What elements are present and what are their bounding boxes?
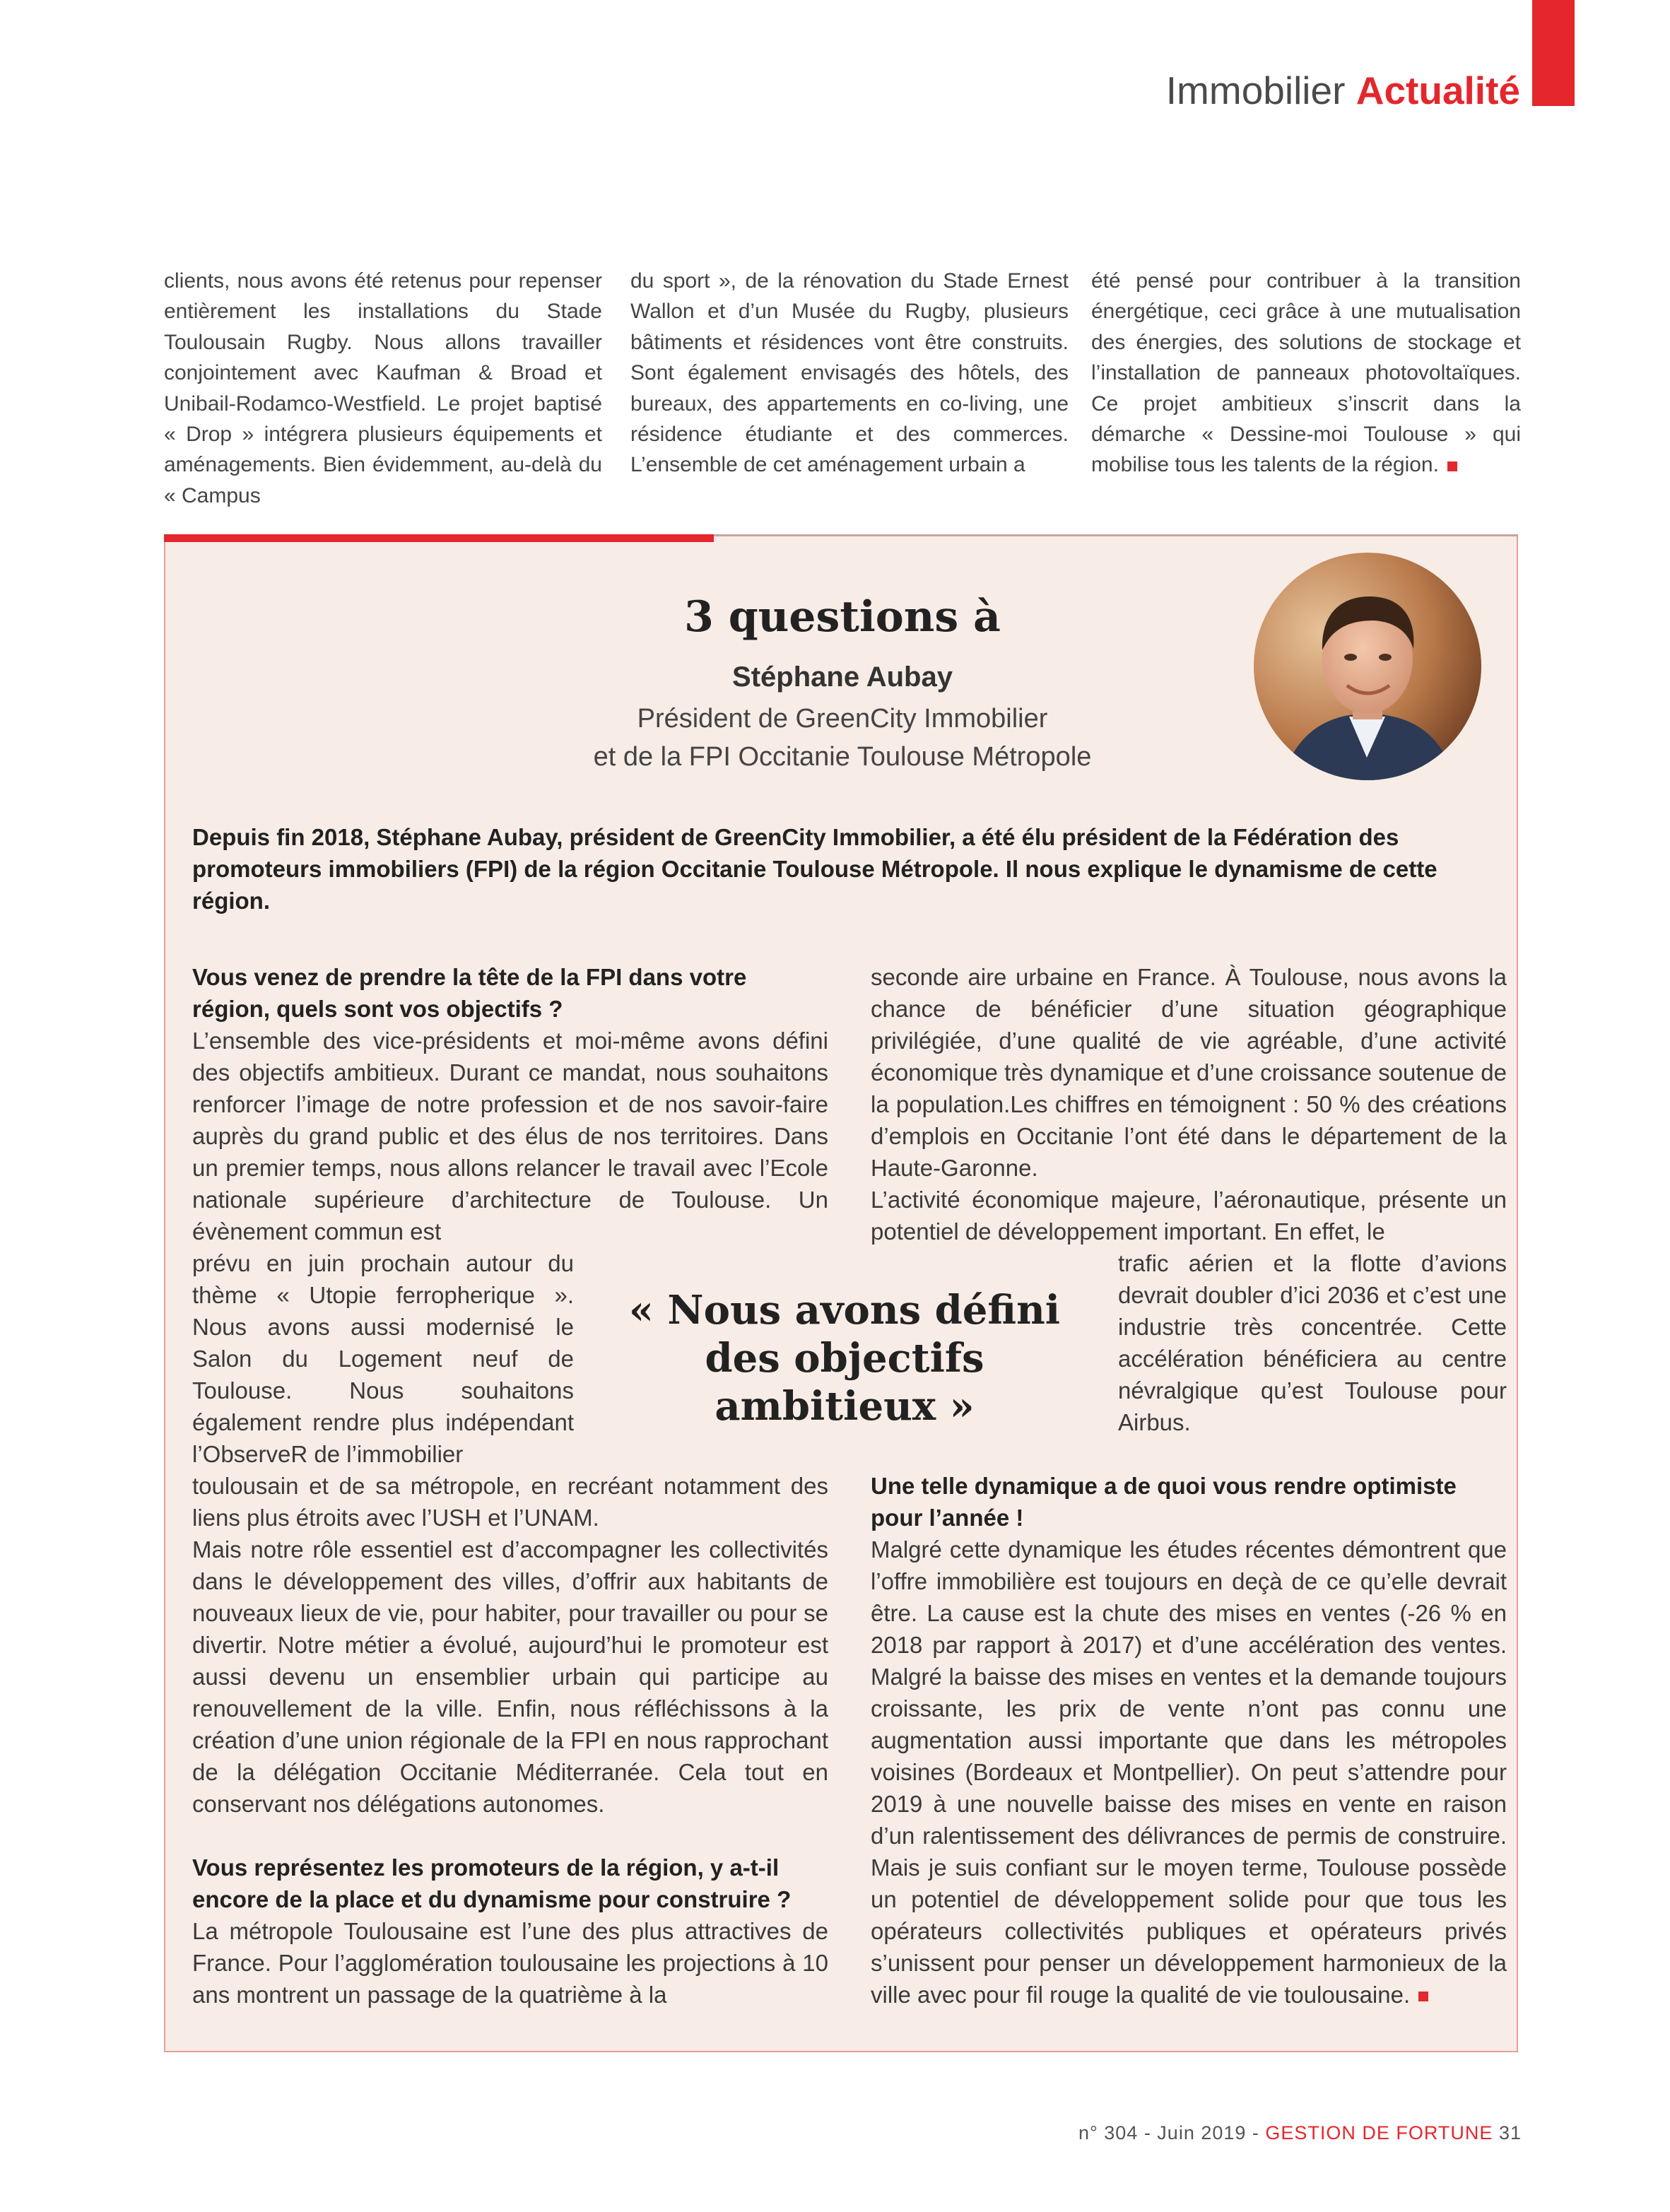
interview-title: 3 questions à — [684, 592, 1001, 642]
interview-right-column — [871, 961, 1507, 1247]
answer-2-continued: seconde aire urbaine en France. À Toulouse, nous avons la chance de bénéficier d’une situation géographique privilégiée, d’une qualité de vie agréable, d’une activité économique très dynamique et d’une croissance soutenue de la population.Les chiffres en témoignent : 50 % des créations d’emplois en Occitanie l’ont été dans le département de la Haute-Garonne. — [871, 964, 1507, 1181]
answer-3-paragraph: Malgré cette dynamique les études récentes démontrent que l’offre immobilière est toujours en deçà de ce qu’elle devrait être. La cause est la chute des mises en ventes (-26 % en 2018 par rapport à 2017) et d’une accélération des ventes. Malgré la baisse des mises en ventes et la demande toujours croissante, les prix de vente n’ont pas connu une augmentation aussi importante que dans les métropoles voisines (Bordeaux et Montpellier). On peut s’attendre pour 2019 à une nouvelle baisse des mises en vente en raison d’un ralentissement des délivrances de permis de construire. Mais je suis confiant sur le moyen terme, Toulouse possède un potentiel de développement solide pour que tous les opérateurs collectivités publiques et opérateurs privés s’unissent pour penser un développement harmonieux de la ville avec pour fil rouge la qualité de vie toulousaine. — [871, 1536, 1507, 2008]
interviewee-role-line2: et de la FPI Occitanie Toulouse Métropole — [593, 742, 1092, 772]
article-column-1 — [164, 266, 602, 511]
interviewee-role-line1: Président de GreenCity Immobilier — [637, 704, 1048, 734]
section-accent: Actualité — [1356, 69, 1520, 112]
interview-left-column — [192, 961, 828, 1247]
box-accent-rule — [164, 534, 714, 542]
article-paragraph: été pensé pour contribuer à la transition énergétique, ceci grâce à une mutualisation des énergies, des solutions de stockage et l’installation de panneaux photovoltaïques. Ce projet ambitieux s’inscrit dans la démarche « Dessine-moi Toulouse » qui mobilise tous les talents de la région. — [1091, 269, 1521, 477]
page-footer — [1078, 2122, 1522, 2144]
section-label — [1166, 68, 1520, 113]
article-column-2 — [630, 266, 1069, 481]
pull-quote: « Nous avons défini des objectifs ambitieux » — [628, 1287, 1061, 1430]
answer-2-paragraph: La métropole Toulousaine est l’une des plus attractives de France. Pour l’agglomération toulousaine les projections à 10 ans montrent un passage de la quatrième à la — [192, 1918, 828, 2008]
interview-right-lower — [871, 1470, 1507, 2011]
answer-1-paragraph-2: Mais notre rôle essentiel est d’accompagner les collectivités dans le développement des villes, d’offrir aux habitants de nouveaux lieux de vie, pour habiter, pour travailler ou pour se divertir. Notre métier a évolué, aujourd’hui le promoteur est aussi devenu un ensemblier urbain qui participe au renouvellement de la ville. Enfin, nous réfléchissons à la création d’une union régionale de la FPI en nous rapprochant de la délégation Occitanie Méditerranée. Cela tout en conservant nos délégations autonomes. — [192, 1536, 828, 1817]
interview-left-lower — [192, 1470, 828, 2011]
issue-info: n° 304 - Juin 2019 - — [1078, 2122, 1266, 2143]
spacer — [192, 1820, 828, 1852]
interviewee-name: Stéphane Aubay — [732, 661, 953, 693]
interview-left-narrow — [192, 1247, 574, 1470]
section-color-tab — [1532, 0, 1575, 106]
article-paragraph: clients, nous avons été retenus pour repenser entièrement les installations du Stade Toulousain Rugby. Nous allons travailler conjointement avec Kaufman & Broad et Unibail-Rodamco-Westfield. Le projet baptisé « Drop » intégrera plusieurs équipements et aménagements. Bien évidemment, au-delà du « Campus — [164, 269, 602, 507]
interviewee-portrait — [1254, 553, 1481, 780]
section-name: Immobilier — [1165, 69, 1346, 112]
question-2: Vous représentez les promoteurs de la région, y a-t-il encore de la place et du dynamisme pour construire ? — [192, 1854, 792, 1912]
end-of-article-square-icon — [1447, 461, 1457, 471]
answer-1-end: toulousain et de sa métropole, en recréant notamment des liens plus étroits avec l’USH et l’UNAM. — [192, 1473, 828, 1531]
answer-2-end: trafic aérien et la flotte d’avions devrait doubler d’ici 2036 et c’est une industrie très concentrée. Cette accélération bénéficiera au centre névralgique qu’est Toulouse pour Airbus. — [1118, 1250, 1507, 1435]
box-top-rule — [714, 534, 1518, 536]
interview-right-narrow — [1118, 1247, 1507, 1438]
article-column-3 — [1091, 266, 1521, 481]
answer-2-paragraph-2: L’activité économique majeure, l’aéronautique, présente un potentiel de développement important. En effet, le — [871, 1187, 1507, 1245]
question-3: Une telle dynamique a de quoi vous rendre optimiste pour l’année ! — [871, 1473, 1457, 1531]
magazine-name: GESTION DE FORTUNE — [1265, 2122, 1493, 2143]
answer-1-continued: prévu en juin prochain autour du thème « Utopie ferropherique ». Nous avons aussi modernisé le Salon du Logement neuf de Toulouse. Nous souhaitons également rendre plus indépendant l’ObserveR de l’immobilier — [192, 1250, 574, 1467]
end-of-article-square-icon — [1418, 1992, 1428, 2001]
question-1: Vous venez de prendre la tête de la FPI dans votre région, quels sont vos objectifs ? — [192, 964, 747, 1022]
page-number: 31 — [1498, 2122, 1522, 2143]
answer-1-paragraph: L’ensemble des vice-présidents et moi-même avons défini des objectifs ambitieux. Durant ce mandat, nous souhaitons renforcer l’image de notre profession et de nos savoir-faire auprès du grand public et des élus de nos territoires. Dans un premier temps, nous allons relancer le travail avec l’Ecole nationale supérieure d’architecture de Toulouse. Un évènement commun est — [192, 1028, 828, 1245]
article-paragraph: du sport », de la rénovation du Stade Ernest Wallon et d’un Musée du Rugby, plusieurs bâtiments et résidences vont être construits. Sont également envisagés des hôtels, des bureaux, des appartements en co-living, une résidence étudiante et des commerces. L’ensemble de cet aménagement urbain a — [630, 269, 1069, 477]
interview-intro — [192, 821, 1508, 917]
intro-paragraph: Depuis fin 2018, Stéphane Aubay, président de GreenCity Immobilier, a été élu président de la Fédération des promoteurs immobiliers (FPI) de la région Occitanie Toulouse Métropole. Il nous explique le dynamisme de cette région. — [192, 824, 1437, 914]
